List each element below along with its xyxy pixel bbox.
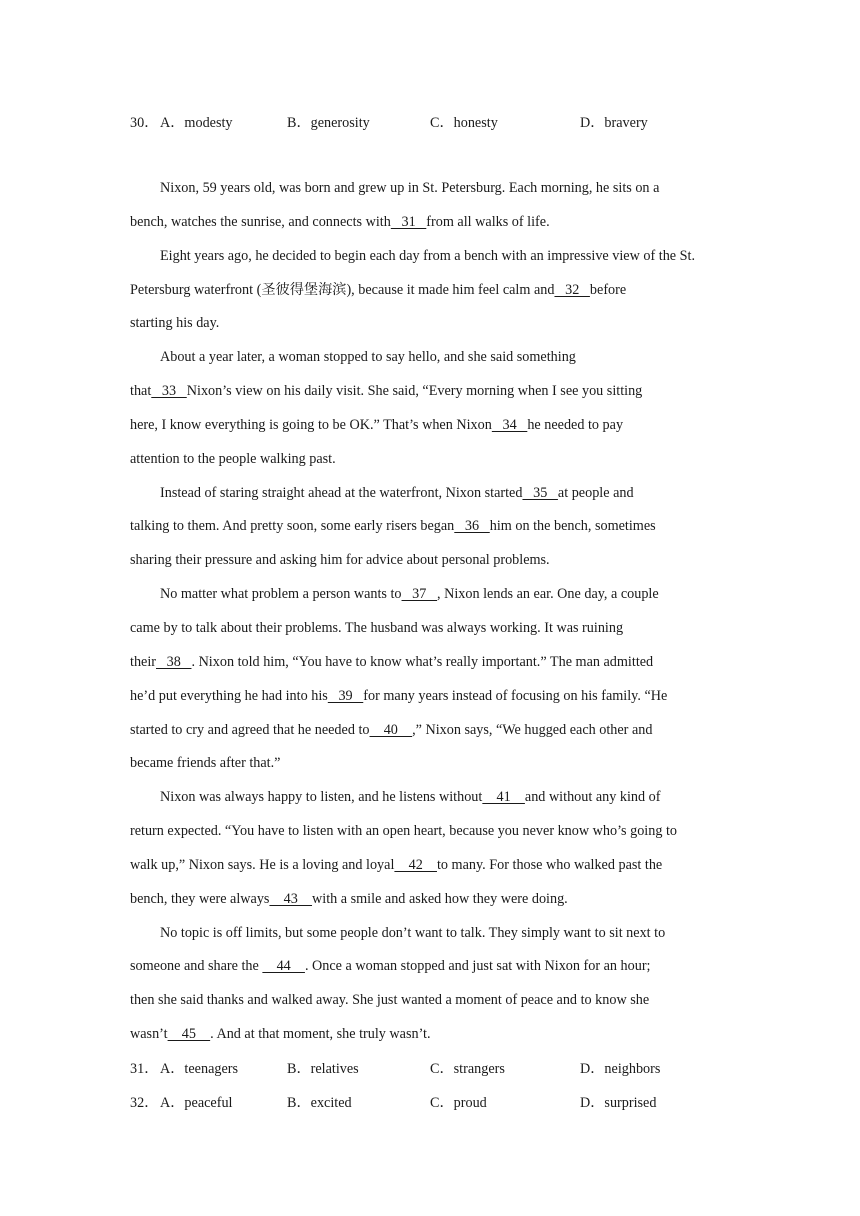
passage-text: return expected. “You have to listen with an open heart, because you never know who’s going to <box>130 823 677 840</box>
passage-text: before <box>589 281 627 298</box>
passage-text: with a smile and asked how they were doing. <box>312 890 568 907</box>
passage-text: Nixon’s view on his daily visit. She said, “Every morning when I see you sitting <box>186 383 643 400</box>
passage-text: him on the bench, sometimes <box>489 518 656 535</box>
blank-40: 40 <box>369 721 413 738</box>
passage-text: No topic is off limits, but some people don’t want to talk. They simply want to sit next to <box>160 924 666 941</box>
cloze-passage <box>130 172 735 1052</box>
option-c: C．honesty <box>430 115 498 131</box>
passage-text: and without any kind of <box>524 789 661 806</box>
passage-text: came by to talk about their problems. The husband was always working. It was ruining <box>130 619 624 636</box>
blank-45: 45 <box>167 1026 211 1043</box>
passage-text: that <box>130 383 152 400</box>
blank-37: 37 <box>401 586 437 603</box>
blank-31: 31 <box>390 213 427 230</box>
passage-text: Petersburg waterfront (圣彼得堡海滨), because it made him feel calm and <box>130 281 555 298</box>
passage-text: Instead of staring straight ahead at the waterfront, Nixon started <box>160 484 523 501</box>
passage-line <box>130 341 735 375</box>
passage-line <box>130 781 735 815</box>
passage-text: , Nixon lends an ear. One day, a couple <box>437 586 659 603</box>
passage-text: talking to them. And pretty soon, some early risers began <box>130 518 455 535</box>
passage-line <box>130 984 735 1018</box>
passage-line <box>130 544 735 578</box>
passage-line <box>130 646 735 680</box>
passage-text: their <box>130 653 156 670</box>
passage-line <box>130 172 735 206</box>
passage-line <box>130 950 735 984</box>
option-d: D．neighbors <box>580 1061 661 1077</box>
option-b: B．generosity <box>287 115 370 131</box>
passage-text: About a year later, a woman stopped to say hello, and she said something <box>160 349 576 366</box>
question-number: 31． <box>130 1061 159 1077</box>
passage-text: Eight years ago, he decided to begin each day from a bench with an impressive view of the St. <box>160 247 696 264</box>
option-a: A．teenagers <box>160 1061 238 1077</box>
passage-line <box>130 849 735 883</box>
passage-text: he needed to pay <box>527 416 624 433</box>
passage-text: at people and <box>557 484 634 501</box>
passage-line <box>130 477 735 511</box>
passage-text: No matter what problem a person wants to <box>160 586 402 603</box>
passage-text: ,” Nixon says, “We hugged each other and <box>412 721 653 738</box>
passage-text: wasn’t <box>130 1026 168 1043</box>
passage-text: then she said thanks and walked away. She just wanted a moment of peace and to know she <box>130 992 650 1009</box>
passage-text: sharing their pressure and asking him for advice about personal problems. <box>130 552 550 569</box>
question-31-options <box>130 1058 750 1078</box>
passage-text: Nixon was always happy to listen, and he listens without <box>160 789 483 806</box>
passage-line <box>130 883 735 917</box>
passage-text: . Nixon told him, “You have to know what’s really important.” The man admitted <box>191 653 654 670</box>
passage-line <box>130 917 735 951</box>
option-a: A．peaceful <box>160 1095 233 1111</box>
passage-text: he’d put everything he had into his <box>130 687 328 704</box>
blank-39: 39 <box>327 687 364 704</box>
passage-text: walk up,” Nixon says. He is a loving and loyal <box>130 856 395 873</box>
option-b: B．excited <box>287 1095 352 1111</box>
passage-text: starting his day. <box>130 315 220 332</box>
passage-text: from all walks of life. <box>426 213 550 230</box>
passage-text: . And at that moment, she truly wasn’t. <box>210 1026 431 1043</box>
blank-36: 36 <box>454 518 490 535</box>
passage-text: for many years instead of focusing on his family. “He <box>363 687 668 704</box>
passage-line <box>130 375 735 409</box>
passage-line <box>130 1018 735 1052</box>
blank-34: 34 <box>491 416 528 433</box>
blank-38: 38 <box>156 653 192 670</box>
blank-42: 42 <box>394 856 437 873</box>
blank-35: 35 <box>522 484 558 501</box>
passage-line <box>130 680 735 714</box>
passage-line <box>130 612 735 646</box>
passage-text: became friends after that.” <box>130 755 281 772</box>
passage-line <box>130 307 735 341</box>
passage-line <box>130 206 735 240</box>
blank-33: 33 <box>151 383 187 400</box>
passage-text: to many. For those who walked past the <box>436 856 663 873</box>
option-c: C．proud <box>430 1095 487 1111</box>
passage-line <box>130 714 735 748</box>
passage-line <box>130 578 735 612</box>
option-a: A．modesty <box>160 115 233 131</box>
blank-41: 41 <box>482 789 525 806</box>
blank-44: 44 <box>262 958 305 975</box>
blank-43: 43 <box>269 890 313 907</box>
question-number: 32． <box>130 1095 159 1111</box>
passage-text: Nixon, 59 years old, was born and grew up in St. Petersburg. Each morning, he sits on a <box>160 180 660 196</box>
passage-line <box>130 815 735 849</box>
passage-text: attention to the people walking past. <box>130 450 336 467</box>
passage-line <box>130 747 735 781</box>
option-d: D．surprised <box>580 1095 657 1111</box>
blank-32: 32 <box>554 281 590 298</box>
passage-line <box>130 240 735 274</box>
passage-text: bench, they were always <box>130 890 270 907</box>
question-30-options <box>130 112 750 132</box>
passage-line <box>130 409 735 443</box>
passage-text: bench, watches the sunrise, and connects with <box>130 213 391 230</box>
option-d: D．bravery <box>580 115 648 131</box>
passage-text: started to cry and agreed that he needed to <box>130 721 370 738</box>
passage-text: here, I know everything is going to be OK.” That’s when Nixon <box>130 416 492 433</box>
option-b: B．relatives <box>287 1061 359 1077</box>
passage-line <box>130 443 735 477</box>
question-32-options <box>130 1092 750 1112</box>
passage-line <box>130 510 735 544</box>
passage-text: someone and share the <box>130 958 263 975</box>
passage-text: . Once a woman stopped and just sat with Nixon for an hour; <box>304 958 651 975</box>
question-number: 30． <box>130 115 159 131</box>
passage-line <box>130 274 735 308</box>
option-c: C．strangers <box>430 1061 505 1077</box>
